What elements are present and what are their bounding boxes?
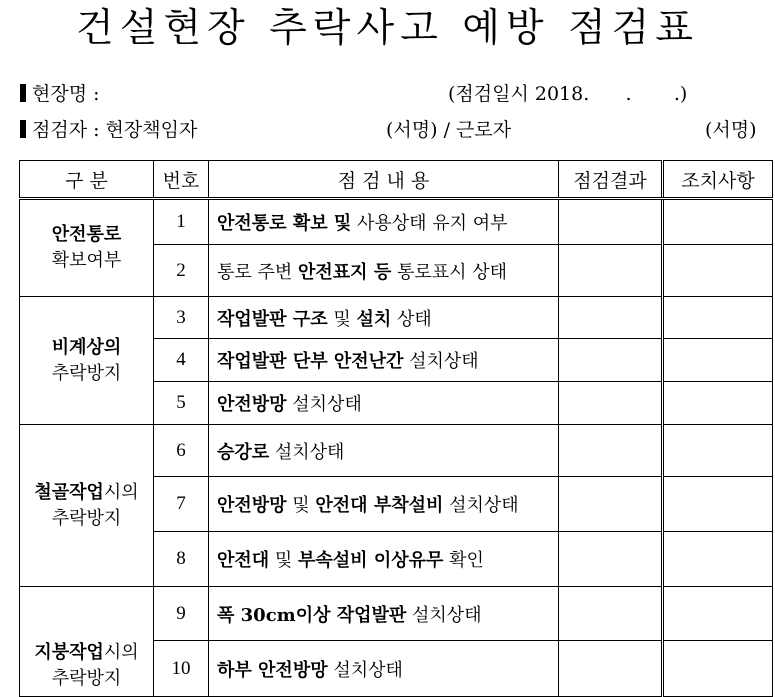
result-cell[interactable]: [559, 339, 663, 382]
header-category: 구 분: [20, 161, 154, 199]
check-item: 안전통로 확보 및 사용상태 유지 여부: [209, 199, 559, 245]
check-item: 폭 30cm이상 작업발판 설치상태: [209, 587, 559, 641]
result-cell[interactable]: [559, 245, 663, 297]
table-row: [20, 425, 773, 477]
check-item: 안전방망 설치상태: [209, 382, 559, 425]
result-cell[interactable]: [559, 382, 663, 425]
table-header-row: [20, 161, 773, 199]
action-cell[interactable]: [663, 532, 773, 587]
bullet-marker: [20, 120, 26, 138]
check-item: 하부 안전방망 설치상태: [209, 641, 559, 697]
header-number: 번호: [154, 161, 209, 199]
site-name-label: 현장명 :: [32, 83, 100, 105]
category-cell: 비계상의 추락방지: [20, 297, 154, 425]
check-item: 작업발판 구조 및 설치 상태: [209, 297, 559, 339]
check-item: 안전대 및 부속설비 이상유무 확인: [209, 532, 559, 587]
result-cell[interactable]: [559, 641, 663, 697]
row-number: 10: [154, 641, 209, 697]
result-cell[interactable]: [559, 587, 663, 641]
category-cell: 안전통로 확보여부: [20, 199, 154, 297]
action-cell[interactable]: [663, 297, 773, 339]
row-number: 5: [154, 382, 209, 425]
row-number: 1: [154, 199, 209, 245]
bullet-marker: [20, 84, 26, 102]
check-item: 안전방망 및 안전대 부착설비 설치상태: [209, 477, 559, 532]
row-number: 2: [154, 245, 209, 297]
result-cell[interactable]: [559, 477, 663, 532]
header-result: 점검결과: [559, 161, 663, 199]
row-number: 9: [154, 587, 209, 641]
check-item: 작업발판 단부 안전난간 설치상태: [209, 339, 559, 382]
result-cell[interactable]: [559, 425, 663, 477]
action-cell[interactable]: [663, 245, 773, 297]
checklist-table: [19, 160, 773, 697]
page-title: 건설현장 추락사고 예방 점검표: [76, 6, 699, 51]
signature-label-1: (서명) / 근로자: [386, 119, 512, 141]
row-number: 4: [154, 339, 209, 382]
action-cell[interactable]: [663, 641, 773, 697]
row-number: 3: [154, 297, 209, 339]
action-cell[interactable]: [663, 382, 773, 425]
inspector-row: [20, 118, 197, 142]
inspector-label: 점검자 : 현장책임자: [32, 119, 198, 141]
action-cell[interactable]: [663, 339, 773, 382]
action-cell[interactable]: [663, 477, 773, 532]
table-row: [20, 297, 773, 339]
table-row: [20, 587, 773, 641]
site-name-row: [20, 82, 100, 106]
header-action: 조치사항: [663, 161, 773, 199]
result-cell[interactable]: [559, 199, 663, 245]
category-cell: 철골작업시의 추락방지: [20, 425, 154, 587]
inspection-date: (점검일시 2018. . .): [448, 83, 688, 105]
header-content: 점 검 내 용: [209, 161, 559, 199]
check-item: 승강로 설치상태: [209, 425, 559, 477]
action-cell[interactable]: [663, 199, 773, 245]
row-number: 7: [154, 477, 209, 532]
action-cell[interactable]: [663, 425, 773, 477]
table-row: [20, 199, 773, 245]
check-item: 통로 주변 안전표지 등 통로표시 상태: [209, 245, 559, 297]
result-cell[interactable]: [559, 297, 663, 339]
category-cell: 지붕작업시의 추락방지: [20, 587, 154, 697]
row-number: 6: [154, 425, 209, 477]
result-cell[interactable]: [559, 532, 663, 587]
row-number: 8: [154, 532, 209, 587]
signature-label-2: (서명): [705, 119, 757, 141]
action-cell[interactable]: [663, 587, 773, 641]
